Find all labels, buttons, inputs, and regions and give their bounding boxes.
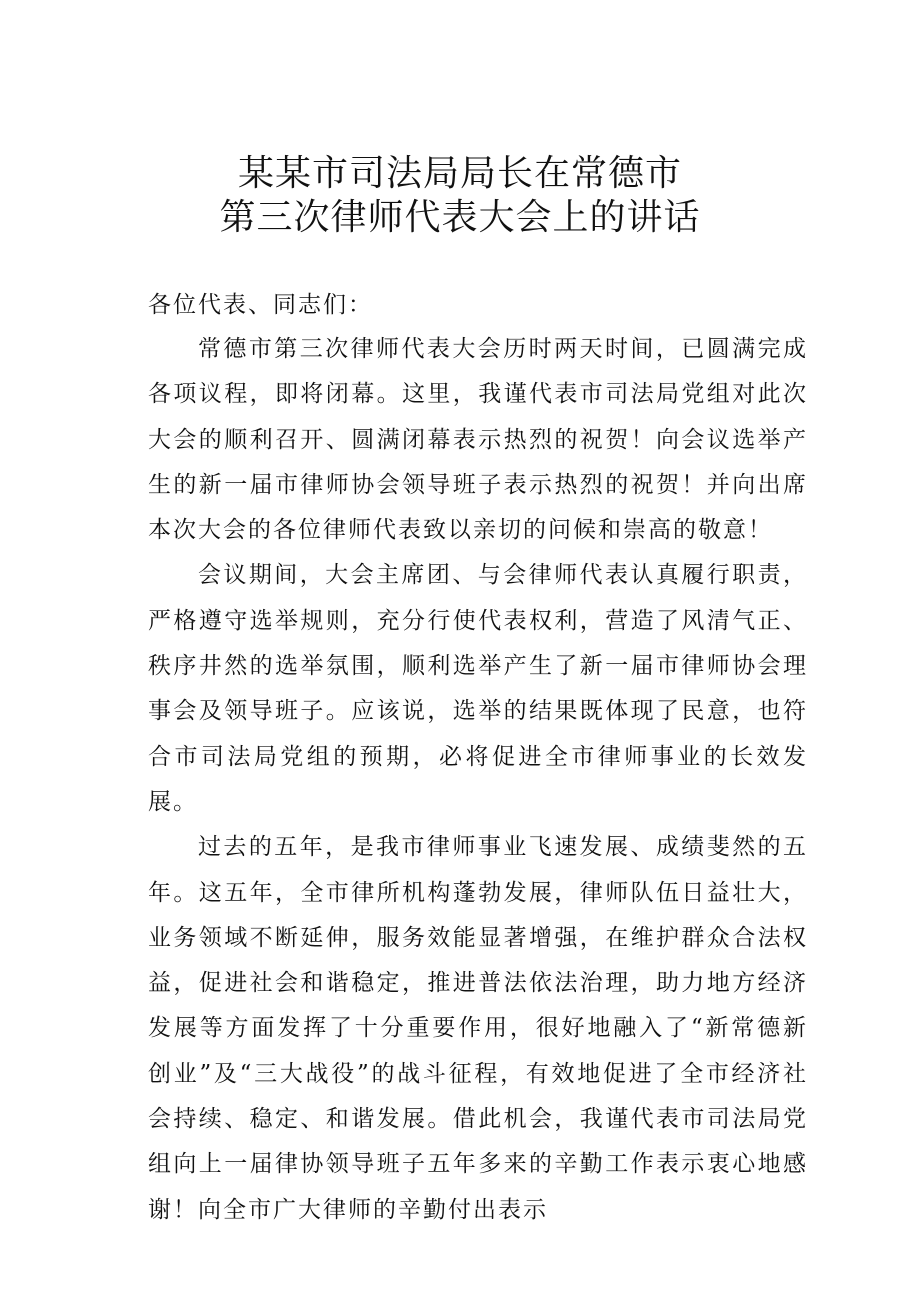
salutation: 各位代表、同志们： [148, 292, 373, 318]
paragraph-3: 过去的五年，是我市律师事业飞速发展、成绩斐然的五年。这五年，全市律所机构蓬勃发展，律师队伍日益壮大，业务领域不断延伸，服务效能显著增强，在维护群众合法权益，促进社会和谐稳定，推进普法依法治理，助力地方经济发展等方面发挥了十分重要作用，很好地融入了“新常德新创业”及“三大战役”的战斗征程，有效地促进了全市经济社会持续、稳定、和谐发展。借此机会，我谨代表市司法局党组向上一届律协领导班子五年多来的辛勤工作表示衷心地感谢！向全市广大律师的辛勤付出表示 [148, 834, 808, 1223]
paragraph-2: 会议期间，大会主席团、与会律师代表认真履行职责，严格遵守选举规则，充分行使代表权利，营造了风清气正、秩序井然的选举氛围，顺利选举产生了新一届市律师协会理事会及领导班子。应该说，选举的结果既体现了民意，也符合市司法局党组的预期，必将促进全市律师事业的长效发展。 [148, 562, 808, 815]
document-title-line-2: 第三次律师代表大会上的讲话 [219, 197, 701, 238]
document-title-line-1: 某某市司法局局长在常德市 [237, 153, 682, 194]
document-body [148, 327, 808, 1233]
paragraph-1: 常德市第三次律师代表大会历时两天时间，已圆满完成各项议程，即将闭幕。这里，我谨代表市司法局党组对此次大会的顺利召开、圆满闭幕表示热烈的祝贺！向会议选举产生的新一届市律师协会领导班子表示热烈的祝贺！并向出席本次大会的各位律师代表致以亲切的问候和崇高的敬意！ [148, 336, 808, 544]
